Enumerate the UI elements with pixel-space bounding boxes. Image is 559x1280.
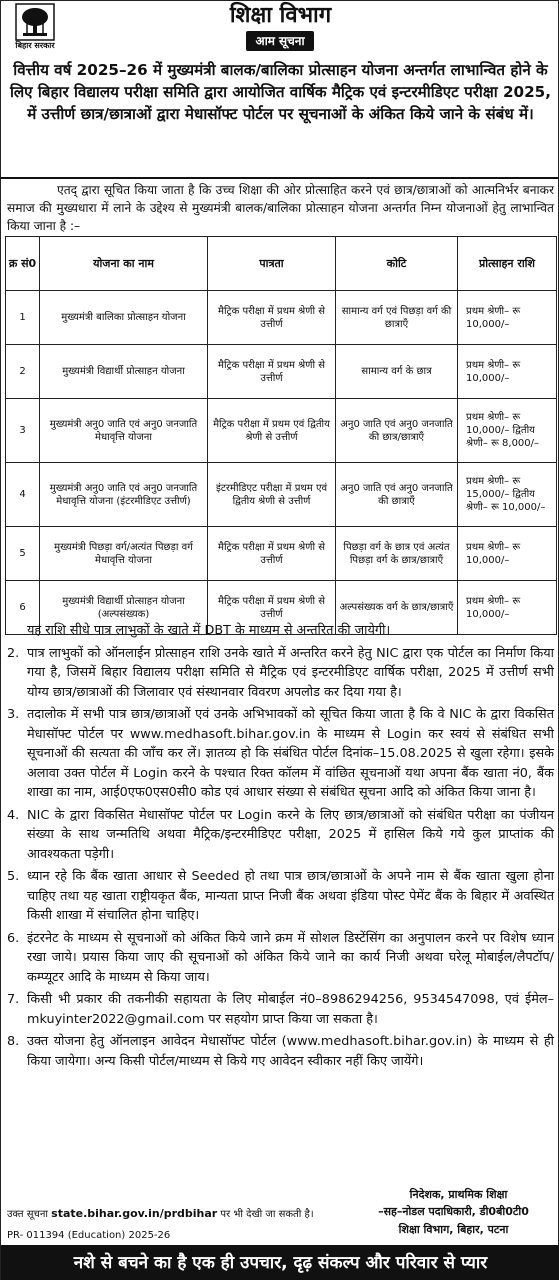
col-header-scheme: योजना का नाम (40, 237, 208, 291)
notice-points (5, 621, 554, 1074)
cell-scheme: मुख्यमंत्री विद्यार्थी प्रोत्साहन योजना (अल्पसंख्यक) (40, 581, 208, 635)
point-number: 2. (7, 645, 20, 661)
point-number: 6. (7, 930, 20, 946)
cell-category: अनु0 जाति एवं अनु0 जनजाति की छात्राएँ (336, 463, 458, 527)
cell-amount: प्रथम श्रेणी– रू 10,000/– (458, 581, 557, 635)
col-header-eligibility: पात्रता (208, 237, 336, 291)
cell-category: अल्पसंख्यक वर्ग के छात्र/छात्राएँ (336, 581, 458, 635)
logo-caption: बिहार सरकार (15, 41, 55, 50)
cell-sn: 3 (6, 399, 40, 463)
point-number: 8. (7, 1034, 20, 1049)
point-item (5, 621, 554, 641)
intro-paragraph: एतद् द्वारा सूचित किया जाता है कि उच्च शिक्षा की ओर प्रोत्साहित करने एवं छात्र/छात्राओं को आत्मनिर्भर बनाकर समाज की मुख्यधारा में लाने के उद्देश्य से मुख्यमंत्री बालक/बालिका प्रोत्साहन योजना अन्तर्गत निम्न योजनाओं हेतु लाभान्वित किया जाना है :– (7, 183, 554, 233)
cell-eligibility: इंटरमीडिएट परीक्षा में प्रथम एवं द्वितीय श्रेणी से उत्तीर्ण (208, 463, 336, 527)
point-item (5, 929, 554, 988)
cell-scheme: मुख्यमंत्री विद्यार्थी प्रोत्साहन योजना (40, 345, 208, 399)
web-note-url: state.bihar.gov.in/prdbihar (51, 1207, 218, 1220)
point-text: उक्त योजना हेतु ऑनलाइन आवेदन मेधासॉफ्ट पोर्टल (www.medhasoft.bihar.gov.in) के माध्यम से ही किया जायेगा। अन्य किसी पोर्टल/माध्यम से किये गए आवेदन स्वीकार नहीं किए जायेंगे। (27, 1034, 554, 1069)
point-number: 5. (7, 869, 20, 884)
table-row (6, 345, 557, 399)
cell-amount: प्रथम श्रेणी– रू 10,000/– (458, 527, 557, 581)
web-note-prefix: उक्त सूचना (7, 1209, 48, 1220)
cell-sn: 5 (6, 527, 40, 581)
cell-eligibility: मैट्रिक परीक्षा में प्रथम श्रेणी से उत्तीर्ण (208, 345, 336, 399)
point-number: 7. (7, 992, 20, 1007)
point-text: यह राशि सीधे पात्र लाभुकों के खाते में DBT के माध्यम से अन्तरित की जायेगी। (27, 623, 391, 638)
cell-scheme: मुख्यमंत्री पिछड़ा वर्ग/अत्यंत पिछड़ा वर्ग मेधावृत्ति योजना (40, 527, 208, 581)
cell-sn: 4 (6, 463, 40, 527)
cell-eligibility: मैट्रिक परीक्षा में प्रथम श्रेणी से उत्तीर्ण (208, 581, 336, 635)
department-title: शिक्षा विभाग (229, 3, 332, 28)
table-row (6, 527, 557, 581)
point-item (5, 990, 554, 1029)
cell-amount: प्रथम श्रेणी– रू 15,000/– द्वितीय श्रेणी– रू 10,000/– (458, 463, 557, 527)
cell-category: सामान्य वर्ग एवं पिछड़ा वर्ग की छात्राएँ (336, 291, 458, 345)
point-text: NIC के द्वारा विकसित मेधासॉफ्ट पोर्टल पर Login करने के लिए छात्र/छात्राओं को संबंधित परीक्षा का पंजीयन संख्या के साथ जन्मतिथि अथवा मैट्रिक/इन्टरमीडिएट परीक्षा, 2025 में हासिल किये गये कुल प्राप्तांक की आवश्यकता पड़ेगी। (27, 807, 554, 862)
point-text: पात्र लाभुकों को ऑनलाईन प्रोत्साहन राशि उनके खाते में अन्तरित करने हेतु NIC द्वारा एक पोर्टल का निर्माण किया गया है, जिसमें बिहार विद्यालय परीक्षा समिति से मैट्रिक एवं इन्टरमीडिएट वार्षिक परीक्षा, 2025 में उत्तीर्ण सभी योग्य छात्र/छात्राओं की जिलावार एवं संस्थानवार विवरण अपलोड कर दिया गया है। (27, 645, 554, 700)
signatory-designation: –सह–नोडल पदाधिकारी, डी0बी0टी0 (378, 1205, 529, 1218)
point-text: इंटरनेट के माध्यम से सूचनाओं को अंकित किये जाने क्रम में सोशल डिस्टेंसिंग का अनुपालन करने पर विशेष ध्यान रखा जाये। प्रयास किया जाए की सूचनाओं को अंकित किये जाने का कार्य निजी अथवा घरेलू मोबाईल/लैपटॉप/कम्प्यूटर आदि के माध्यम से किया जाय। (27, 930, 554, 985)
cell-scheme: मुख्यमंत्री अनु0 जाति एवं अनु0 जनजाति मेधावृत्ति योजना (40, 399, 208, 463)
point-item (5, 705, 554, 803)
divider (1, 177, 559, 179)
cell-sn: 6 (6, 581, 40, 635)
table-row (6, 463, 557, 527)
col-header-amount: प्रोत्साहन राशि (458, 237, 557, 291)
cell-category: पिछड़ा वर्ग के छात्र एवं अत्यंत पिछड़ा वर्ग के छात्र/छात्राएँ (336, 527, 458, 581)
cell-sn: 2 (6, 345, 40, 399)
header (1, 1, 559, 59)
notice-headline: वित्तीय वर्ष 2025–26 में मुख्यमंत्री बालक/बालिका प्रोत्साहन योजना अन्तर्गत लाभान्वित होने के लिए बिहार विद्यालय परीक्षा समिति द्वारा आयोजित वार्षिक मैट्रिक एवं इन्टरमीडिएट परीक्षा 2025, में उत्तीर्ण छात्र/छात्राओं द्वारा मेधासॉफ्ट पोर्टल पर सूचनाओं के अंकित किये जाने के संबंध में। (9, 61, 552, 123)
point-number: 4. (7, 807, 20, 823)
cell-category: सामान्य वर्ग के छात्र (336, 345, 458, 399)
point-text: ध्यान रहे कि बैंक खाता आधार से Seeded हो तथा पात्र छात्र/छात्राओं के अपने नाम से बैंक खाता खुला होना चाहिए तथा यह खाता राष्ट्रीयकृत बैंक, मान्यता प्राप्त निजी बैंक अथवा इंडिया पोस्ट पेमेंट बैंक के बिहार में अवस्थित किसी शाखा में संचालित होना चाहिए। (27, 869, 554, 923)
point-item (5, 1032, 554, 1071)
cell-scheme: मुख्यमंत्री बालिका प्रोत्साहन योजना (40, 291, 208, 345)
cell-amount: प्रथम श्रेणी– रू 10,000/– (458, 291, 557, 345)
cell-amount: प्रथम श्रेणी– रू 10,000/– द्वितीय श्रेणी– रू 8,000/– (458, 399, 557, 463)
point-item (5, 644, 554, 703)
cell-sn: 1 (6, 291, 40, 345)
table-row (6, 291, 557, 345)
cell-category: अनु0 जाति एवं अनु0 जनजाति की छात्र/छात्राएँ (336, 399, 458, 463)
web-note-suffix: पर भी देखी जा सकती है। (220, 1209, 314, 1220)
point-item (5, 806, 554, 865)
cell-scheme: मुख्यमंत्री अनु0 जाति एवं अनु0 जनजाति मेधावृत्ति योजना (इंटरमीडिएट उत्तीर्ण) (40, 463, 208, 527)
cell-amount: प्रथम श्रेणी– रू 10,000/– (458, 345, 557, 399)
signatory-office: शिक्षा विभाग, बिहार, पटना (398, 1223, 509, 1236)
col-header-sn: क्र सं0 (6, 237, 40, 291)
pr-number: PR- 011394 (Education) 2025-26 (7, 1230, 171, 1241)
footer-slogan: नशे से बचने का है एक ही उपचार, दृढ़ संकल्प और परिवार से प्यार (1, 1245, 559, 1280)
table-row (6, 399, 557, 463)
col-header-category: कोटि (336, 237, 458, 291)
web-reference-note (7, 1207, 314, 1222)
point-number: 3. (7, 707, 20, 722)
point-text: किसी भी प्रकार की तकनीकी सहायता के लिए मोबाईल नं0–8986294256, 9534547098, एवं ईमेल–mkuyinter2022@gmail.com पर सहयोग प्राप्त किया जा सकता है। (27, 992, 554, 1027)
scheme-table (5, 236, 557, 635)
point-text: तदालोक में सभी पात्र छात्र/छात्राओं एवं उनके अभिभावकों को सूचित किया जाता है कि वे NIC के द्वारा विकसित मेधासॉफ्ट पोर्टल पर www.medhasoft.bihar.gov.in के माध्यम से Login कर स्वयं से संबंधित सभी सूचनाओं की सत्यता की जाँच कर लें। ज्ञातव्य हो कि संबंधित पोर्टल दिनांक–15.08.2025 से खुला रहेगा। इसके अलावा उक्त पोर्टल में Login करने के पश्चात रिक्त कॉलम में वांछित सूचनाओं यथा अपना बैंक खाता नं0, बैंक शाखा का नाम, आई0एफ0एस0सी0 कोड एवं आधार संख्या से संबंधित सूचना आदि को अंकित किया जाना है। (27, 707, 554, 800)
table-header-row (6, 237, 557, 291)
cell-eligibility: मैट्रिक परीक्षा में प्रथम श्रेणी से उत्तीर्ण (208, 527, 336, 581)
notice-type-badge: आम सूचना (246, 31, 314, 51)
cell-eligibility: मैट्रिक परीक्षा में प्रथम एवं द्वितीय श्रेणी से उत्तीर्ण (208, 399, 336, 463)
cell-eligibility: मैट्रिक परीक्षा में प्रथम श्रेणी से उत्तीर्ण (208, 291, 336, 345)
point-item (5, 867, 554, 926)
signatory-title: निदेशक, प्राथमिक शिक्षा (409, 1188, 508, 1201)
